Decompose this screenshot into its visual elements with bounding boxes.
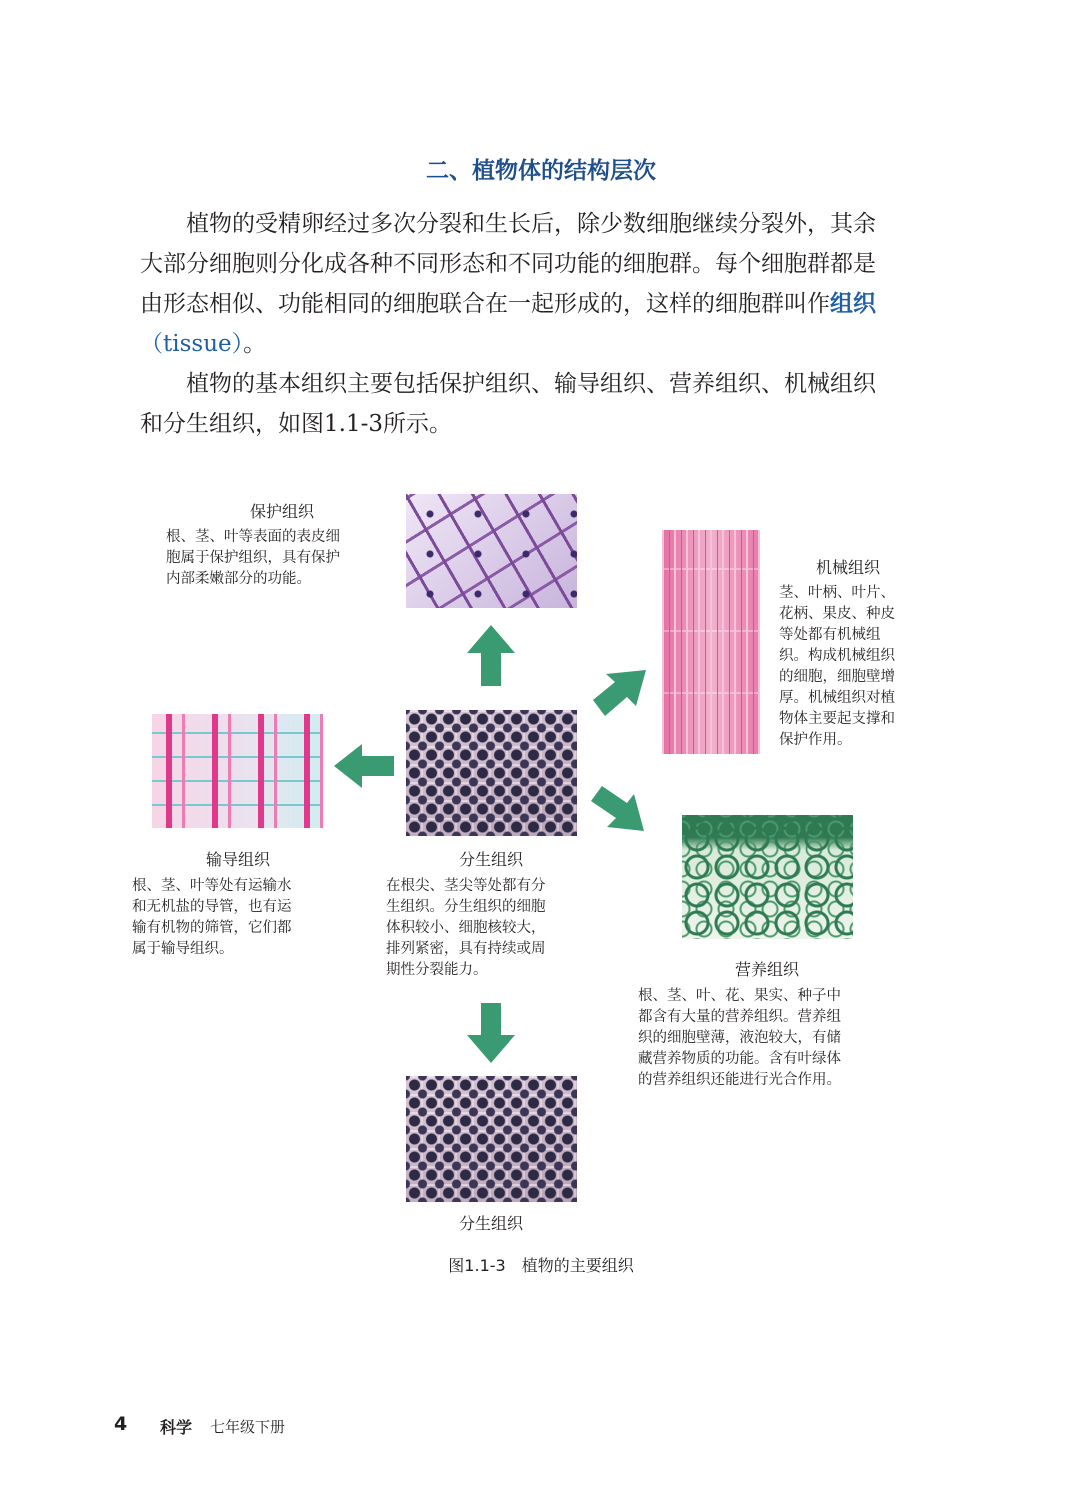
arrow-up-icon [467,625,515,686]
para1-line3-text: 由形态相似、功能相同的细胞联合在一起形成的，这样的细胞群叫作 [140,291,830,317]
para2-line2: 和分生组织，如图1.1-3所示。 [140,411,452,437]
term-english: （tissue） [140,331,244,357]
meristem-desc-line: 生组织。分生组织的细胞 [386,899,546,915]
arrow-up-right-icon [593,670,646,716]
meristem-label: 分生组织 [458,850,523,869]
book-grade: 七年级下册 [210,1418,286,1436]
protective-desc-line: 内部柔嫩部分的功能。 [166,571,311,587]
meristem-desc-line: 排列紧密，具有持续或周 [386,941,546,957]
nutritive-desc-line: 都含有大量的营养组织。营养组 [638,1009,841,1025]
mechanical-desc-line: 花柄、果皮、种皮 [779,606,895,622]
mechanical-desc-line: 等处都有机械组 [779,627,881,643]
arrow-left-icon [334,744,394,788]
mechanical-desc-line: 物体主要起支撑和 [779,711,895,727]
figure-caption: 图1.1-3 植物的主要组织 [448,1256,634,1275]
meristem-desc-line: 体积较小、细胞核较大， [386,920,546,936]
arrow-down-right-icon [591,786,644,831]
para1-line4-end: 。 [243,331,267,357]
book-subject: 科学 [160,1418,193,1437]
mechanical-desc-line: 保护作用。 [779,732,852,748]
conducting-desc-line: 输有机物的筛管，它们都 [132,920,292,936]
meristem-desc-line: 在根尖、茎尖等处都有分 [386,878,546,894]
key-term: 组织 [830,291,876,317]
arrow-down-icon [467,1003,515,1063]
nutritive-desc-line: 藏营养物质的功能。含有叶绿体 [638,1051,841,1067]
conducting-desc-line: 和无机盐的导管，也有运 [132,899,292,915]
meristem-bottom-label: 分生组织 [458,1214,523,1233]
conducting-label: 输导组织 [205,850,270,869]
mechanical-desc-line: 织。构成机械组织 [779,648,895,664]
para1-line1: 植物的受精卵经过多次分裂和生长后，除少数细胞继续分裂外，其余 [186,211,876,237]
protective-label: 保护组织 [249,502,314,521]
protective-desc-line: 胞属于保护组织，具有保护 [166,550,340,566]
para1-line2: 大部分细胞则分化成各种不同形态和不同功能的细胞群。每个细胞群都是 [140,251,876,277]
conducting-desc-line: 属于输导组织。 [132,941,234,957]
nutritive-desc-line: 织的细胞壁薄，液泡较大，有储 [638,1030,841,1046]
section-heading: 二、植物体的结构层次 [426,158,656,184]
protective-desc-line: 根、茎、叶等表面的表皮细 [166,529,340,545]
meristem-desc-line: 期性分裂能力。 [386,962,488,978]
mechanical-desc-line: 茎、叶柄、叶片、 [779,585,895,601]
nutritive-desc-line: 根、茎、叶、花、果实、种子中 [638,988,841,1004]
nutritive-desc-line: 的营养组织还能进行光合作用。 [638,1072,841,1088]
mechanical-label: 机械组织 [815,558,880,577]
page-number: 4 [114,1413,128,1435]
mechanical-desc-line: 的细胞，细胞壁增 [779,669,895,685]
para2-line1: 植物的基本组织主要包括保护组织、输导组织、营养组织、机械组织 [186,371,876,397]
mechanical-desc-line: 厚。机械组织对植 [779,690,895,706]
nutritive-label: 营养组织 [734,960,799,979]
conducting-desc-line: 根、茎、叶等处有运输水 [132,878,292,894]
